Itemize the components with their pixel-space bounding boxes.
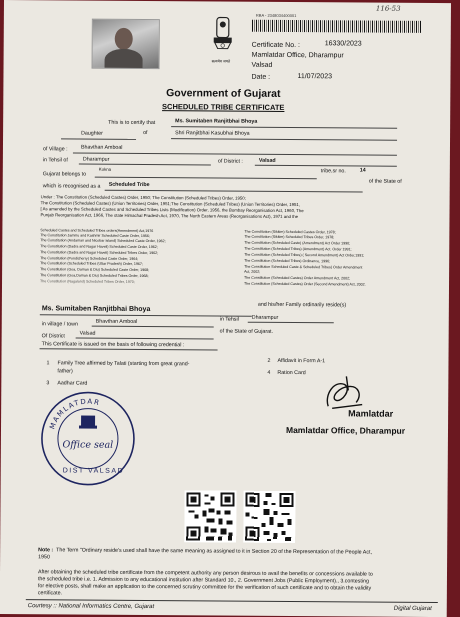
res-village-label: in village / town — [41, 321, 78, 328]
relation: Daughter — [81, 130, 103, 137]
certificate-subtitle: SCHEDULED TRIBE CERTIFICATE — [162, 102, 285, 112]
belongs-label: Gujarat belongs to — [42, 171, 87, 178]
orders-left: Scheduled Castes and Scheduled Tribes orders(Amendment) Act,1976 The Constitution Jammu and Kashmir Scheduled Caste Order, 1956; The Constitution (Andaman and Nicobar Island) Scheduled Caste Order, 1962; The Constitution (Dadra and Nagar Haveli) Scheduled Caste Order, 1962; The Constitution (Dadra and Nagar Haveli) Scheduled Tribes Order, 1962; The Constitution (Pondicherry) Scheduled Caste Order, 1964; The Constitution (Scheduled Tribes (Uttar Pradesh) Order, 1967; The Constitution (Goa, Daman & Diu) Scheduled Caste Order, 1968; The Constitution (Goa,Daman & Diu) Scheduled Tribes Order, 1968; The Constitution (Nagaland) Scheduled Tribes Order, 1970; — [40, 228, 166, 284]
tribe: Kukna — [98, 166, 112, 172]
date-label: Date : — [251, 73, 271, 81]
res-village: Bhavthan Amboal — [95, 318, 138, 325]
qr-code-primary — [184, 490, 236, 542]
page-title: Government of Gujarat — [166, 87, 281, 100]
note-text-2: 1950 — [38, 554, 50, 561]
tribe-sr-label: tribe,sr no. — [320, 168, 346, 175]
village-label: of Village : — [42, 146, 68, 153]
obtaining-text: After obtaining the scheduled tribe certificate from the competent authority any person desirous to avail the benefits or concessions available to the scheduled tribe i.e. 1. Admission to any educational institution after Standard 10., 2. Government Jobs (Public Employment)., 3.contesting for elective posts, shall make an application to the concerned scrutiny committee for the verification of such certificate and to obtain the validity certificate. — [37, 569, 373, 597]
footer-courtesy: Courtesy :: National Informatics Centre, Gujarat — [27, 603, 155, 611]
footer-digital-gujarat: Digital Gujarat — [393, 605, 432, 613]
seal-bottom-text: DIST VALSAD — [62, 467, 125, 475]
credential-basis: This Certificate is issued on the basis of following credential : — [41, 341, 185, 349]
tribe-sr: 14 — [359, 167, 366, 174]
under-text: Under : The Constitution (Scheduled Castes) Order, 1950; The Constitution (Scheduled Tribes) Order, 1950; The Constitution (Scheduled Castes) (Union Territories) Order, 1951;The Constitution (Scheduled Tribes) (Union Territories) Order, 1951, [ As amended by the Scheduled Castes and Scheduled Tribes Lists (Modification) Order, 1956, the Bombay Reorganisation Act, 1960, The Punjab Reorganisation Act, 1966, The state Himachal Pradesh Act, 1970, The North Eastern Areas (Reorganisations Act), 1971 and the — [40, 194, 304, 220]
tehsil-label: in Tehsil of — [42, 157, 68, 164]
res-district-label: Of District — [41, 333, 65, 340]
state-label: of the State of — [368, 178, 402, 185]
signatory-office: Mamlatdar Office, Dharampur — [285, 424, 406, 436]
applicant-name: Ms. Sumitaben Ranjitbhai Bhoya — [175, 118, 258, 125]
header-office: Mamlatdar Office, Dharampur — [251, 51, 344, 60]
emblem-caption: सत्यमेव जयते — [211, 59, 231, 64]
seal-top-text: MAMLATDAR — [48, 397, 102, 431]
seal-center-text: Office seal — [62, 439, 114, 451]
certificate-no: 16330/2023 — [324, 40, 362, 48]
national-emblem-icon — [208, 15, 238, 61]
header-district: Valsad — [251, 61, 273, 69]
certify-intro: This is to certify that — [108, 119, 156, 127]
certificate-no-label: Certificate No. : — [251, 41, 300, 50]
family-label: and his/her Family ordinarily reside(s) — [257, 301, 347, 309]
applicant-photo — [92, 19, 160, 69]
district: Valsad — [258, 157, 276, 164]
resident-name: Ms. Sumitaben Ranjitbhai Bhoya — [41, 305, 151, 314]
date: 11/07/2023 — [297, 73, 333, 81]
note-label: Note : — [38, 547, 54, 554]
res-tehsil: Dharampur — [251, 314, 279, 321]
district-label: of District : — [217, 158, 243, 165]
village: Bhavthan Amboal — [80, 144, 123, 151]
barcode — [252, 20, 422, 33]
qr-code-secondary — [243, 491, 295, 543]
tehsil: Dharampur — [82, 156, 110, 163]
corner-note: 116-53 — [375, 4, 401, 13]
orders-right: The Constitution (Sikkim) Scheduled Castes Order, 1978; The Constitution (Sikkim) Scheduled Tribes Order, 1978; The Constitution (Scheduled Caste) (Amendment) Act Order 1990; The Constitution (Scheduled Tribes) (Amendment) Act. Order 1991; The Constitution (Scheduled Tribes) ( Second Amendment) Act Order,1991; The Constitution (Scheduled Tribes) Ordinance, 1996; The Constitution Scheduled Caste & Scheduled Tribes) Order Amendment Act, 2002; The Constitution (Scheduled Castes) Order Amendment Act, 2002; The Constitution (Scheduled Castes) Order (Second Amendment) Act, 2002. — [244, 229, 366, 287]
parent-name: Shri Ranjitbhai Kasubhai Bhoya — [175, 130, 250, 137]
res-tehsil-label: in Tehsil — [219, 316, 239, 323]
credential-list: 1 Family Tree affirmed by Talati (starting from great grand- father) 2 Affidavit in Form A-1 3 Aadhar Card 4 Ration Card — [46, 357, 326, 387]
of-label: of — [143, 129, 148, 137]
res-state-label: of the State of Gujarat. — [219, 328, 274, 335]
recognised-label: which is recognised as a — [42, 183, 101, 190]
signatory-title: Mamlatdar — [348, 408, 394, 419]
recognised-as: Scheduled Tribe — [108, 181, 150, 189]
res-district: Valsad — [79, 330, 96, 337]
barcode-text: RBA - 2348034400001 — [255, 12, 297, 19]
note-text: The Term "Ordinary reside's used shall have the same meaning as assigned to it in Section 20 of the Representation of the People Act, — [56, 547, 372, 556]
footer-divider — [26, 599, 438, 603]
